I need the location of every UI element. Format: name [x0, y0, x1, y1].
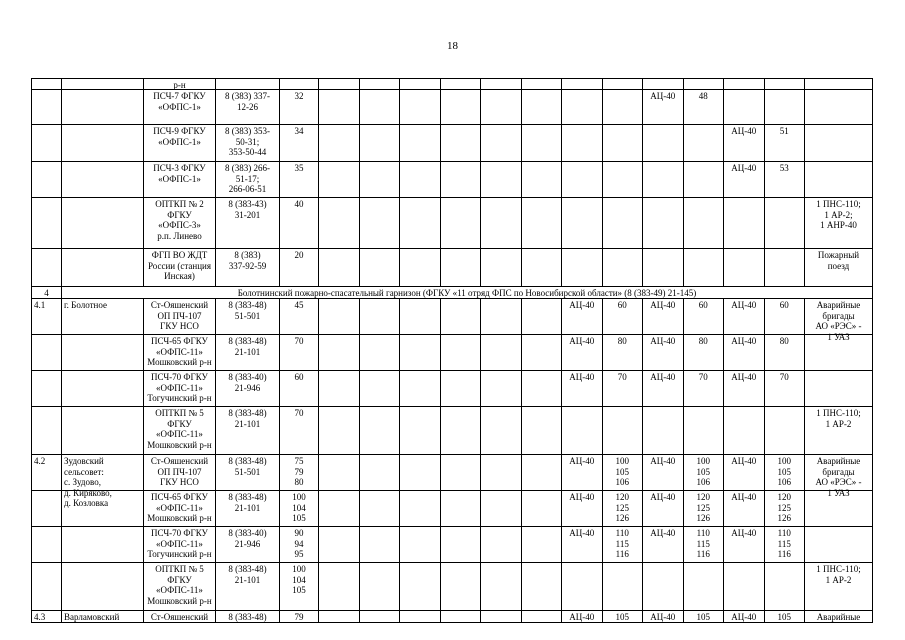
table-cell — [765, 249, 806, 286]
table-cell — [684, 198, 725, 248]
table-cell — [360, 162, 401, 197]
table-cell — [400, 162, 441, 197]
table-cell — [62, 198, 144, 248]
table-cell — [441, 527, 482, 562]
table-cell: 120 125 126 — [765, 491, 806, 526]
table-cell: ОПТКП № 5 ФГКУ «ОФПС-11» Мошковский р-н — [144, 563, 216, 610]
table-cell — [562, 563, 603, 610]
table-cell — [562, 125, 603, 161]
table-cell — [522, 527, 563, 562]
table-cell: 32 — [280, 90, 319, 124]
table-row — [32, 371, 873, 407]
table-cell: АЦ-40 — [643, 90, 684, 124]
table-cell: 70 — [765, 371, 806, 406]
table-cell: 120 125 126 — [603, 491, 644, 526]
table-cell — [522, 455, 563, 490]
table-cell — [603, 79, 644, 89]
table-cell — [481, 611, 522, 622]
table-cell — [724, 407, 765, 454]
table-cell: 105 — [684, 611, 725, 622]
table-cell — [360, 79, 401, 89]
table-cell — [441, 563, 482, 610]
table-cell — [360, 563, 401, 610]
table-cell — [400, 249, 441, 286]
table-cell: г. Болотное — [62, 299, 144, 334]
table-cell: Аварийные бригады АО «РЭС» - 1 УАЗ — [805, 455, 873, 490]
table-cell — [32, 491, 62, 526]
table-cell — [360, 455, 401, 490]
table-cell — [481, 79, 522, 89]
table-cell — [603, 249, 644, 286]
table-cell — [441, 249, 482, 286]
table-cell — [522, 162, 563, 197]
table-cell: АЦ-40 — [724, 299, 765, 334]
section-number: 4 — [32, 287, 62, 298]
table-cell: 80 — [603, 335, 644, 370]
table-cell — [603, 198, 644, 248]
table-cell — [400, 335, 441, 370]
table-cell: ПСЧ-70 ФГКУ «ОФПС-11» Тогучинский р-н — [144, 371, 216, 406]
table-cell — [400, 491, 441, 526]
table-cell — [805, 125, 873, 161]
table-cell: АЦ-40 — [643, 299, 684, 334]
table-cell — [481, 90, 522, 124]
table-cell — [481, 371, 522, 406]
table-cell: АЦ-40 — [643, 455, 684, 490]
table-cell — [481, 198, 522, 248]
table-cell: ФГП ВО ЖДТ России (станция Инская) — [144, 249, 216, 286]
table-cell: 8 (383-40) 21-946 — [216, 371, 280, 406]
table-cell — [522, 198, 563, 248]
table-row — [32, 162, 873, 198]
table-cell — [562, 162, 603, 197]
table-cell: Ст-Ояшенский ОП ПЧ-107 ГКУ НСО — [144, 455, 216, 490]
table-cell: 100 105 106 — [765, 455, 806, 490]
table-cell: АЦ-40 — [724, 162, 765, 197]
table-cell — [724, 563, 765, 610]
table-cell: АЦ-40 — [562, 491, 603, 526]
table-cell — [32, 249, 62, 286]
table-cell: 90 94 95 — [280, 527, 319, 562]
table-row — [32, 491, 873, 527]
table-cell — [400, 79, 441, 89]
table-cell — [765, 563, 806, 610]
table-cell: р-н — [144, 79, 216, 89]
table-cell: 70 — [603, 371, 644, 406]
table-row — [32, 90, 873, 125]
table-cell — [724, 90, 765, 124]
table-cell — [319, 299, 360, 334]
table-cell — [481, 335, 522, 370]
table-cell: 60 — [684, 299, 725, 334]
table-cell — [360, 90, 401, 124]
table-cell — [360, 198, 401, 248]
table-cell — [400, 455, 441, 490]
table-cell: 53 — [765, 162, 806, 197]
table-cell — [643, 125, 684, 161]
table-cell: 34 — [280, 125, 319, 161]
table-cell — [765, 198, 806, 248]
table-cell — [562, 90, 603, 124]
table-cell — [360, 611, 401, 622]
table-cell — [643, 79, 684, 89]
table-cell — [805, 491, 873, 526]
table-cell: 8 (383) 266- 51-17; 266-06-51 — [216, 162, 280, 197]
table-cell: Аварийные бригады АО «РЭС» - 1 УАЗ — [805, 299, 873, 334]
table-row — [32, 563, 873, 611]
table-cell: ПСЧ-70 ФГКУ «ОФПС-11» Тогучинский р-н — [144, 527, 216, 562]
table-cell: АЦ-40 — [562, 371, 603, 406]
table-cell — [684, 407, 725, 454]
table-cell — [62, 90, 144, 124]
table-cell — [522, 491, 563, 526]
table-cell: 70 — [280, 335, 319, 370]
table-cell — [319, 455, 360, 490]
table-cell: 4.3 — [32, 611, 62, 622]
table-cell: 8 (383-48) 21-101 — [216, 563, 280, 610]
table-cell — [805, 90, 873, 124]
table-cell: 105 — [603, 611, 644, 622]
table-cell — [562, 198, 603, 248]
table-cell — [481, 563, 522, 610]
table-cell: 8 (383) 353- 50-31; 353-50-44 — [216, 125, 280, 161]
table-cell — [481, 455, 522, 490]
table-cell: Зудовский сельсовет: с. Зудово, д. Киряково, д. Козловка — [62, 455, 144, 490]
table-row — [32, 407, 873, 455]
table-cell — [360, 335, 401, 370]
table-cell — [280, 79, 319, 89]
table-cell: 80 — [765, 335, 806, 370]
table-cell — [400, 125, 441, 161]
table-cell — [441, 125, 482, 161]
table-cell — [684, 162, 725, 197]
table-cell — [522, 335, 563, 370]
table-cell — [400, 527, 441, 562]
table-cell — [62, 491, 144, 526]
table-cell — [481, 527, 522, 562]
table-cell — [603, 407, 644, 454]
table-cell — [32, 335, 62, 370]
table-cell: 8 (383-48) 21-101 — [216, 491, 280, 526]
table-cell — [400, 407, 441, 454]
table-cell: Ст-Ояшенский ОП ПЧ-107 ГКУ НСО — [144, 299, 216, 334]
table-cell — [603, 563, 644, 610]
table-cell: АЦ-40 — [562, 527, 603, 562]
table-row — [32, 527, 873, 563]
table-row — [32, 198, 873, 249]
table-cell — [481, 162, 522, 197]
table-cell — [481, 299, 522, 334]
table-cell: 45 — [280, 299, 319, 334]
table-cell — [62, 407, 144, 454]
table-cell: 8 (383-40) 21-946 — [216, 527, 280, 562]
table-cell: ОПТКП № 2 ФГКУ «ОФПС-3» р.п. Линево — [144, 198, 216, 248]
table-cell — [441, 299, 482, 334]
table-row — [32, 611, 873, 623]
table-cell: 105 — [765, 611, 806, 622]
table-cell — [562, 249, 603, 286]
table-cell: 110 115 116 — [765, 527, 806, 562]
table-cell: ПСЧ-65 ФГКУ «ОФПС-11» Мошковский р-н — [144, 335, 216, 370]
table-cell: 20 — [280, 249, 319, 286]
table-cell — [216, 79, 280, 89]
table-cell — [522, 371, 563, 406]
table-cell — [643, 198, 684, 248]
table-cell — [360, 249, 401, 286]
table-cell: 100 104 105 — [280, 563, 319, 610]
table-cell: 8 (383-48) 21-101 — [216, 407, 280, 454]
table-cell: Варламовский — [62, 611, 144, 622]
table-cell — [805, 162, 873, 197]
table-cell: 79 — [280, 611, 319, 622]
table-cell — [603, 162, 644, 197]
table-cell — [360, 527, 401, 562]
table-cell — [765, 407, 806, 454]
table-cell — [32, 371, 62, 406]
table-row — [32, 79, 873, 90]
page-number: 18 — [447, 40, 458, 52]
table-cell: 35 — [280, 162, 319, 197]
table-cell — [805, 79, 873, 89]
table-cell — [441, 198, 482, 248]
table-cell — [522, 90, 563, 124]
table-cell: 4.1 — [32, 299, 62, 334]
table-cell: 8 (383) 337- 12-26 — [216, 90, 280, 124]
table-cell: 1 ПНС-110; 1 АР-2 — [805, 407, 873, 454]
table-cell — [765, 90, 806, 124]
table-cell: 1 ПНС-110; 1 АР-2; 1 АНР-40 — [805, 198, 873, 248]
table-cell — [684, 125, 725, 161]
table-cell: 4.2 — [32, 455, 62, 490]
table-cell: АЦ-40 — [643, 611, 684, 622]
table-cell — [319, 125, 360, 161]
table-cell — [62, 335, 144, 370]
table-cell: Аварийные — [805, 611, 873, 622]
table-cell — [522, 79, 563, 89]
table-cell — [400, 299, 441, 334]
table-cell — [441, 335, 482, 370]
table-cell — [62, 371, 144, 406]
table-cell — [805, 335, 873, 370]
table-cell — [481, 249, 522, 286]
table-cell: АЦ-40 — [562, 299, 603, 334]
table-cell — [319, 527, 360, 562]
table-cell: ПСЧ-65 ФГКУ «ОФПС-11» Мошковский р-н — [144, 491, 216, 526]
table-cell: 8 (383) 337-92-59 — [216, 249, 280, 286]
table-cell: АЦ-40 — [643, 335, 684, 370]
table-cell: АЦ-40 — [724, 125, 765, 161]
table-cell — [684, 79, 725, 89]
table-cell: ПСЧ-9 ФГКУ «ОФПС-1» — [144, 125, 216, 161]
table-row — [32, 249, 873, 287]
table-cell: 100 105 106 — [603, 455, 644, 490]
table-cell — [441, 455, 482, 490]
table-cell — [441, 611, 482, 622]
table-cell — [603, 90, 644, 124]
table-cell — [360, 371, 401, 406]
table-cell — [603, 125, 644, 161]
table-cell: 8 (383-48) — [216, 611, 280, 622]
table-cell — [522, 407, 563, 454]
table-cell: АЦ-40 — [562, 335, 603, 370]
table-cell — [319, 90, 360, 124]
table-cell: 110 115 116 — [603, 527, 644, 562]
table-cell — [441, 162, 482, 197]
table-cell: 75 79 80 — [280, 455, 319, 490]
table-cell — [522, 125, 563, 161]
table-cell: 100 105 106 — [684, 455, 725, 490]
table-cell: Пожарный поезд — [805, 249, 873, 286]
table-cell — [724, 249, 765, 286]
table-cell: 70 — [280, 407, 319, 454]
table-row — [32, 335, 873, 371]
table-cell — [724, 198, 765, 248]
table-cell: 1 ПНС-110; 1 АР-2 — [805, 563, 873, 610]
table-cell: 60 — [603, 299, 644, 334]
table-cell — [522, 611, 563, 622]
table-cell — [319, 249, 360, 286]
table-cell — [62, 249, 144, 286]
table-cell: 80 — [684, 335, 725, 370]
table-cell — [481, 407, 522, 454]
table-cell — [360, 491, 401, 526]
table-cell: АЦ-40 — [724, 335, 765, 370]
table-cell — [319, 335, 360, 370]
table-cell — [319, 611, 360, 622]
table-cell — [522, 299, 563, 334]
table-cell — [62, 79, 144, 89]
table-cell: ОПТКП № 5 ФГКУ «ОФПС-11» Мошковский р-н — [144, 407, 216, 454]
table-cell — [643, 162, 684, 197]
table-cell: АЦ-40 — [724, 611, 765, 622]
section-title: Болотнинский пожарно-спасательный гарнизон (ФГКУ «11 отряд ФПС по Новосибирской области» (8 (383-49) 21-145) — [62, 287, 873, 298]
table-cell — [441, 407, 482, 454]
table-cell: АЦ-40 — [724, 371, 765, 406]
table-cell — [360, 299, 401, 334]
table-cell — [319, 198, 360, 248]
table-cell — [62, 527, 144, 562]
table-cell — [441, 90, 482, 124]
table-cell — [481, 125, 522, 161]
table-cell — [400, 90, 441, 124]
table-cell — [32, 79, 62, 89]
table-cell — [32, 563, 62, 610]
table-cell — [400, 611, 441, 622]
table-cell: 60 — [280, 371, 319, 406]
table-cell: ПСЧ-7 ФГКУ «ОФПС-1» — [144, 90, 216, 124]
table-cell: АЦ-40 — [724, 455, 765, 490]
table-cell — [805, 527, 873, 562]
table-cell: 8 (383-48) 51-501 — [216, 299, 280, 334]
table-cell — [481, 491, 522, 526]
table-cell — [805, 371, 873, 406]
table-cell — [319, 162, 360, 197]
table-cell — [441, 371, 482, 406]
table-cell — [32, 407, 62, 454]
table-cell — [32, 198, 62, 248]
table-cell: 110 115 116 — [684, 527, 725, 562]
table-cell — [319, 79, 360, 89]
table-cell — [319, 491, 360, 526]
table-cell — [319, 371, 360, 406]
table-row — [32, 125, 873, 162]
table-cell — [562, 79, 603, 89]
table-cell — [62, 563, 144, 610]
table-cell — [562, 407, 603, 454]
table-cell: ПСЧ-3 ФГКУ «ОФПС-1» — [144, 162, 216, 197]
table-cell — [684, 249, 725, 286]
table-cell — [360, 407, 401, 454]
section-header-row — [32, 287, 873, 299]
table-cell — [400, 198, 441, 248]
table-cell — [643, 407, 684, 454]
table-cell — [400, 563, 441, 610]
table-cell: 40 — [280, 198, 319, 248]
table-cell — [319, 407, 360, 454]
table-cell — [62, 162, 144, 197]
table-cell: АЦ-40 — [562, 455, 603, 490]
table-cell — [765, 79, 806, 89]
table-cell — [62, 125, 144, 161]
table-cell: 8 (383-48) 51-501 — [216, 455, 280, 490]
table-cell: 48 — [684, 90, 725, 124]
table-cell — [724, 79, 765, 89]
table-cell: 70 — [684, 371, 725, 406]
table-cell — [522, 563, 563, 610]
table-cell: 100 104 105 — [280, 491, 319, 526]
table-cell — [32, 90, 62, 124]
table-cell — [360, 125, 401, 161]
table-cell — [441, 79, 482, 89]
table-cell: АЦ-40 — [562, 611, 603, 622]
table-cell — [441, 491, 482, 526]
table-cell — [319, 563, 360, 610]
table-cell — [643, 563, 684, 610]
table-cell — [522, 249, 563, 286]
table-cell: 120 125 126 — [684, 491, 725, 526]
table-cell: 8 (383-48) 21-101 — [216, 335, 280, 370]
table-cell — [643, 249, 684, 286]
table-cell: АЦ-40 — [643, 371, 684, 406]
table-cell: АЦ-40 — [643, 527, 684, 562]
table-cell — [32, 162, 62, 197]
table-cell — [32, 125, 62, 161]
table-cell: Ст-Ояшенский — [144, 611, 216, 622]
table-cell — [32, 527, 62, 562]
table-cell: АЦ-40 — [724, 527, 765, 562]
table-cell: 8 (383-43) 31-201 — [216, 198, 280, 248]
table-cell: АЦ-40 — [643, 491, 684, 526]
table-cell: АЦ-40 — [724, 491, 765, 526]
table-cell: 60 — [765, 299, 806, 334]
table-cell — [400, 371, 441, 406]
table-cell: 51 — [765, 125, 806, 161]
fire-garrison-table — [31, 78, 873, 623]
table-cell — [684, 563, 725, 610]
